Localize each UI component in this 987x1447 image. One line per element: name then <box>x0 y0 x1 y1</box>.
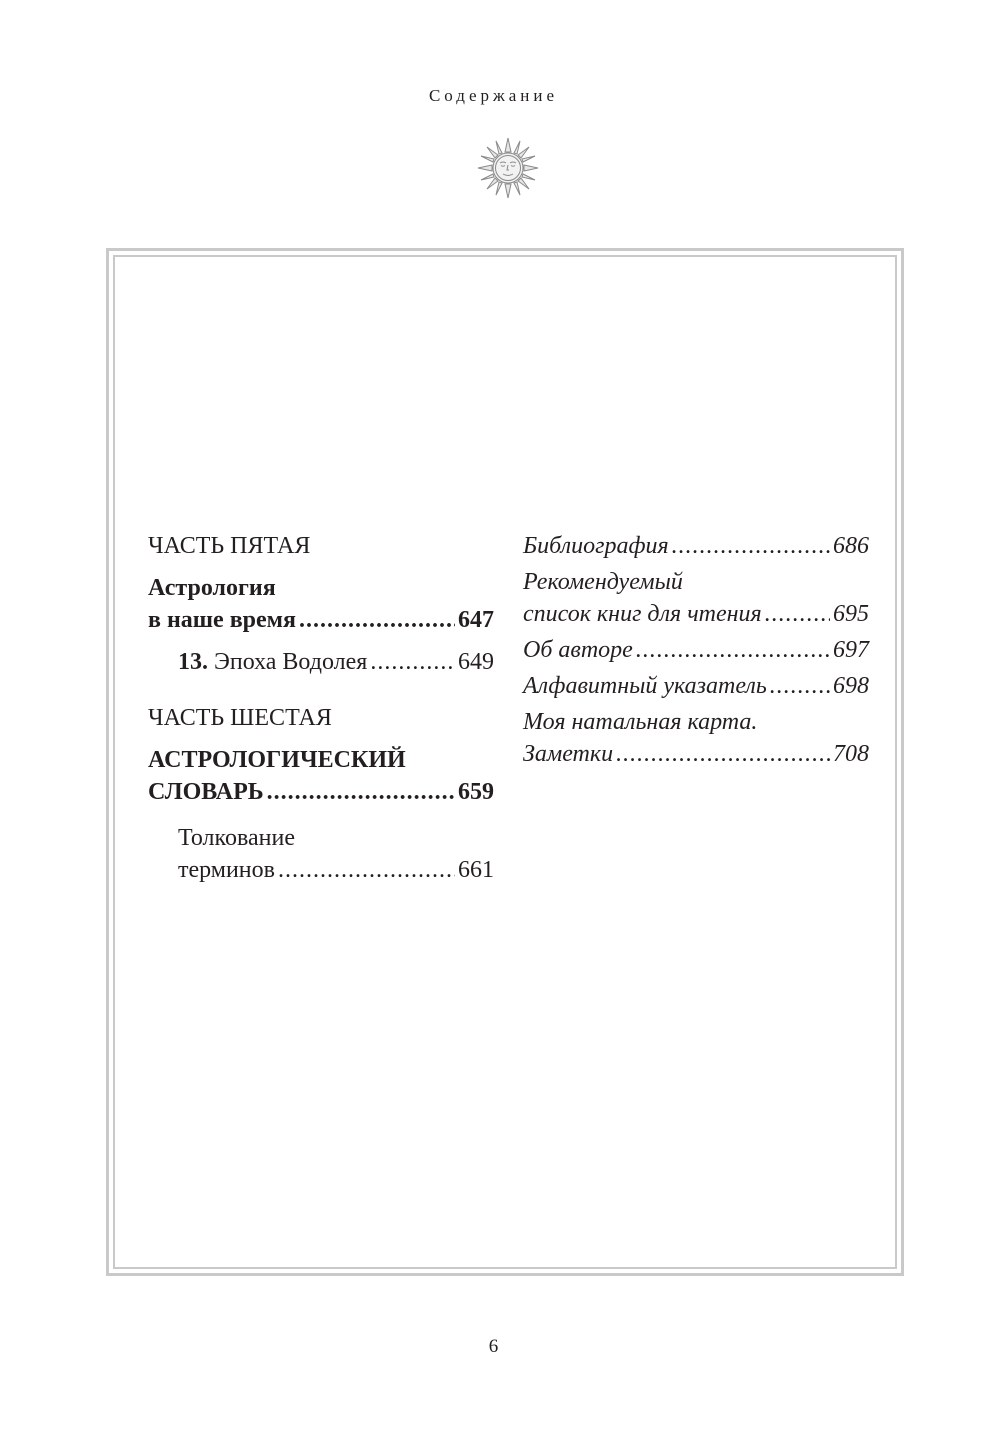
reading-list-page: 695 <box>833 601 869 627</box>
part-six-title-line2: СЛОВАРЬ <box>148 779 264 805</box>
toc-entry-part-five[interactable] <box>148 604 494 636</box>
toc-entry-terms[interactable] <box>148 854 494 886</box>
leader-dots <box>672 530 830 562</box>
part-six-title-line1: АСТРОЛОГИЧЕСКИЙ <box>148 747 406 773</box>
part-five-title-line2: в наше время <box>148 607 296 633</box>
chapter-number: 13. <box>178 649 208 675</box>
index-title: Алфавитный указатель <box>523 673 767 699</box>
part-six-sub-line1: Толкование <box>178 825 295 851</box>
leader-dots <box>636 634 830 666</box>
running-header: Содержание <box>428 86 559 105</box>
toc-entry-about-author[interactable] <box>523 634 869 666</box>
part-six-sub-page: 661 <box>458 857 494 883</box>
leader-dots <box>278 854 455 886</box>
toc-entry-index[interactable] <box>523 670 869 702</box>
natal-chart-page: 708 <box>833 741 869 767</box>
part-six-sub-line2: терминов <box>178 857 275 883</box>
part-five-label: ЧАСТЬ ПЯТАЯ <box>148 533 311 559</box>
leader-dots <box>616 738 830 770</box>
about-author-page: 697 <box>833 637 869 663</box>
index-page: 698 <box>833 673 869 699</box>
chapter-page: 649 <box>458 649 494 675</box>
part-five-title-line1: Астрология <box>148 575 276 601</box>
toc-entry-bibliography[interactable] <box>523 530 869 562</box>
part-six-page: 659 <box>458 779 494 805</box>
leader-dots <box>370 646 455 678</box>
bibliography-title: Библиография <box>523 533 669 559</box>
toc-entry-part-six[interactable] <box>148 776 494 808</box>
toc-left-column <box>148 530 494 886</box>
part-five-page: 647 <box>458 607 494 633</box>
leader-dots <box>267 776 455 808</box>
sun-face-icon <box>476 136 540 200</box>
toc-entry-chapter-13[interactable] <box>148 646 494 678</box>
leader-dots <box>770 670 830 702</box>
chapter-title: Эпоха Водолея <box>214 649 368 675</box>
part-six-label: ЧАСТЬ ШЕСТАЯ <box>148 705 332 731</box>
leader-dots <box>765 598 830 630</box>
about-author-title: Об авторе <box>523 637 633 663</box>
reading-list-line2: список книг для чтения <box>523 601 762 627</box>
toc-right-column <box>523 530 869 770</box>
reading-list-line1: Рекомендуемый <box>523 569 683 595</box>
natal-chart-line2: Заметки <box>523 741 614 767</box>
natal-chart-line1: Моя натальная карта. <box>523 709 758 735</box>
page-number: 6 <box>488 1336 499 1357</box>
bibliography-page: 686 <box>833 533 869 559</box>
leader-dots <box>299 604 455 636</box>
toc-entry-reading-list[interactable] <box>523 598 869 630</box>
toc-entry-natal-chart[interactable] <box>523 738 869 770</box>
